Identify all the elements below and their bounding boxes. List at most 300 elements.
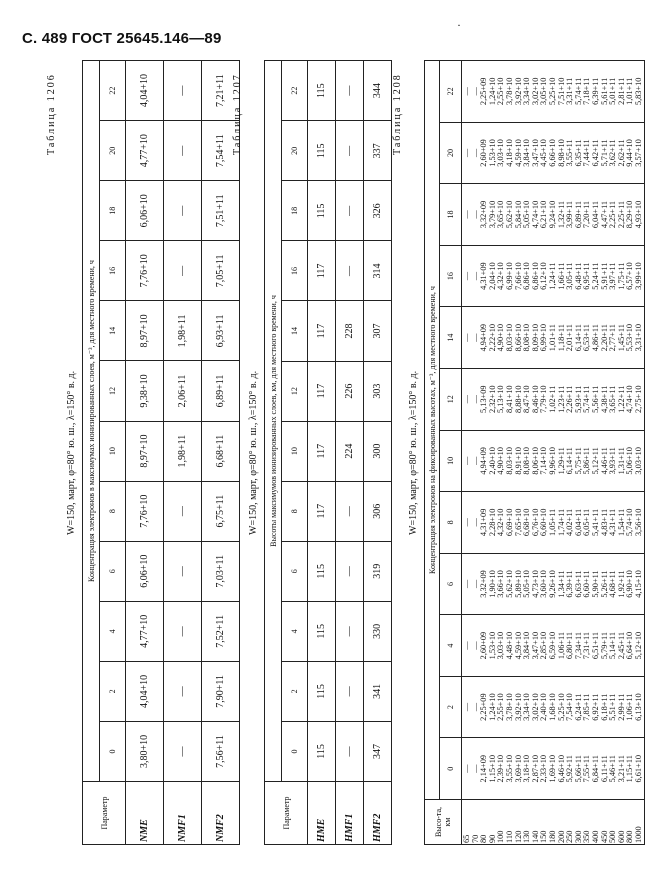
value-cell: 3,78+10 — [504, 693, 514, 721]
value-cell: 117 — [308, 361, 336, 421]
hour-header: 12 — [440, 368, 462, 430]
value-cell: 6,12+10 — [539, 262, 549, 290]
value-cell: 226 — [336, 361, 364, 421]
value-cell: 8,97+10 — [126, 301, 164, 361]
value-cell: 1,92+11 — [616, 570, 626, 598]
corner-mark: · — [457, 18, 461, 32]
value-cell: 2,26+11 — [565, 385, 575, 413]
value-cell: 3,57+10 — [633, 139, 643, 167]
value-cell: 5,79+11 — [599, 631, 609, 660]
table-1206 — [82, 60, 240, 845]
param-cell: NMF2 — [202, 782, 240, 845]
value-cell: 6,76+10 — [530, 508, 540, 537]
value-cell: 8,03+10 — [504, 447, 514, 475]
value-cell: 3,65+10 — [496, 200, 506, 229]
value-cell: 2,81+11 — [616, 77, 626, 105]
value-cell: 9,24+10 — [547, 200, 557, 229]
value-cell: 3,47+10 — [530, 631, 540, 660]
value-cell: 1,74+11 — [556, 508, 566, 536]
value-cell: 7,34+11 — [573, 631, 583, 660]
value-cell: 6,39+11 — [590, 77, 600, 105]
value-cell: 5,25+10 — [556, 693, 566, 721]
hour-header: 8 — [440, 492, 462, 554]
value-cell: 5,83+10 — [633, 77, 643, 106]
value-cell: — — [470, 641, 480, 650]
value-cell: — — [470, 271, 480, 281]
table-1206-conditions: W=150, март, φ=80° ю. ш., λ=150° в. д. — [66, 370, 77, 535]
value-cell: 6,06+10 — [126, 181, 164, 241]
value-cell: 6,93+11 — [202, 301, 240, 361]
value-cell: 1,24+10 — [487, 693, 497, 721]
value-cell: 6,35+11 — [573, 139, 583, 167]
value-cell: 6,89+11 — [202, 361, 240, 421]
value-cell: — — [462, 87, 471, 96]
param-cell: HMF2 — [364, 782, 392, 845]
column-cell — [462, 184, 645, 246]
value-cell: 8,06+10 — [530, 447, 540, 475]
value-cell: 4,90+10 — [496, 447, 506, 475]
value-cell: 5,66+11 — [573, 755, 583, 783]
value-cell: 2,40+10 — [539, 693, 549, 721]
value-cell: 307 — [364, 301, 392, 361]
value-cell: 4,31+11 — [608, 508, 618, 536]
value-cell: 8,03+10 — [504, 323, 514, 352]
value-cell: — — [470, 579, 480, 589]
value-cell: 5,24+11 — [590, 262, 600, 290]
value-cell: 4,73+10 — [530, 570, 540, 598]
param-cell: HMF1 — [336, 782, 364, 845]
value-cell: 7,03+11 — [202, 541, 240, 601]
hour-header: 18 — [440, 184, 462, 246]
table-1207-conditions: W=150, март, φ=80° ю. ш., λ=150° в. д. — [248, 370, 259, 535]
height-header: Высо-та, км — [425, 800, 462, 845]
hour-header: 2 — [440, 676, 462, 738]
height-value: 450 — [599, 830, 609, 843]
value-cell: 6,42+11 — [590, 139, 600, 167]
value-cell: 5,62+10 — [504, 570, 514, 598]
column-cell — [462, 61, 645, 123]
value-cell: 2,99+11 — [616, 693, 626, 721]
value-cell: 3,31+10 — [633, 323, 643, 352]
value-cell: — — [164, 241, 202, 301]
value-cell: 4,38+11 — [599, 385, 609, 413]
height-value: 400 — [590, 830, 600, 843]
value-cell: 8,47+10 — [522, 385, 532, 413]
value-cell: 1,90+10 — [487, 570, 497, 598]
value-cell: 5,13+10 — [496, 385, 506, 413]
hour-header: 14 — [282, 301, 308, 361]
value-cell: 7,76+10 — [126, 241, 164, 301]
value-cell: 3,03+10 — [496, 631, 506, 660]
value-cell: 300 — [364, 421, 392, 481]
value-cell: 3,47+10 — [530, 139, 540, 167]
value-cell: 1,66+11 — [556, 262, 566, 290]
value-cell: 2,87+10 — [530, 754, 540, 783]
value-cell: 6,63+11 — [573, 570, 583, 598]
hour-header: 16 — [440, 245, 462, 307]
value-cell: 8,46+10 — [530, 385, 540, 413]
value-cell: — — [462, 764, 471, 773]
value-cell: 6,60+10 — [539, 508, 549, 537]
hour-header: 20 — [100, 121, 126, 181]
value-cell: — — [462, 518, 471, 527]
value-cell: — — [164, 181, 202, 241]
value-cell: 303 — [364, 361, 392, 421]
value-cell: 1,53+10 — [487, 139, 497, 167]
value-cell: 6,69+10 — [504, 508, 514, 537]
value-cell: 1,24+10 — [487, 77, 497, 106]
height-value: 180 — [547, 830, 557, 843]
table-row — [308, 61, 336, 845]
value-cell: 7,66+10 — [513, 262, 523, 290]
value-cell: 5,62+10 — [504, 200, 514, 229]
value-cell: 4,59+10 — [513, 631, 523, 660]
value-cell: — — [336, 241, 364, 301]
value-cell: 4,74+10 — [625, 385, 635, 413]
value-cell: 5,74+11 — [573, 77, 583, 105]
value-cell: 7,51+11 — [202, 181, 240, 241]
value-cell: 2,25+09 — [479, 77, 489, 106]
value-cell: 1,02+11 — [547, 385, 557, 413]
value-cell: 224 — [336, 421, 364, 481]
height-value: 1000 — [633, 826, 643, 843]
value-cell: 1,68+10 — [547, 693, 557, 721]
value-cell: 6,14+11 — [573, 324, 583, 352]
hour-header: 4 — [282, 601, 308, 661]
value-cell: — — [462, 702, 471, 712]
value-cell: 3,32+09 — [479, 200, 489, 229]
value-cell: 3,84+10 — [522, 631, 532, 660]
value-cell: 5,86+11 — [582, 447, 592, 475]
column-cell — [462, 676, 645, 738]
value-cell: 3,84+10 — [522, 139, 532, 167]
hour-header: 18 — [100, 181, 126, 241]
value-cell: 2,39+10 — [496, 754, 506, 783]
value-cell: 3,97+11 — [608, 262, 618, 290]
value-cell: 4,74+10 — [530, 200, 540, 229]
value-cell: — — [164, 601, 202, 661]
value-cell: 5,56+11 — [590, 385, 600, 413]
value-cell: — — [470, 456, 480, 465]
height-value: 300 — [573, 830, 583, 843]
value-cell: 3,55+11 — [565, 139, 575, 167]
value-cell: 1,69+10 — [547, 754, 557, 783]
column-cell — [462, 430, 645, 492]
value-cell: 1,98+11 — [164, 301, 202, 361]
value-cell: — — [470, 702, 480, 712]
value-cell: 5,74+11 — [582, 385, 592, 413]
value-cell: 4,45+10 — [539, 139, 549, 167]
height-value: 500 — [608, 830, 618, 843]
hour-header: 18 — [282, 181, 308, 241]
value-cell: 9,26+10 — [547, 570, 557, 598]
value-cell: 4,59+10 — [513, 139, 523, 167]
value-cell: 1,53+10 — [487, 631, 497, 660]
value-cell: — — [470, 395, 480, 404]
value-cell: 2,06+11 — [164, 361, 202, 421]
value-cell: 319 — [364, 541, 392, 601]
value-cell: — — [470, 333, 480, 342]
value-cell: 5,74+10 — [625, 508, 635, 537]
height-value: 80 — [479, 834, 489, 843]
value-cell: 117 — [308, 481, 336, 541]
value-cell: 314 — [364, 241, 392, 301]
value-cell: 3,92+10 — [513, 693, 523, 721]
value-cell: 3,56+10 — [633, 508, 643, 537]
value-cell: 6,92+11 — [590, 693, 600, 721]
value-cell: 5,61+11 — [599, 77, 609, 105]
value-cell: 1,98+11 — [164, 421, 202, 481]
value-cell: 6,68+11 — [202, 421, 240, 481]
value-cell: 7,85+11 — [582, 693, 592, 721]
value-cell: 7,14+10 — [539, 447, 549, 475]
value-cell: 7,56+11 — [202, 721, 240, 781]
height-value: 250 — [565, 830, 575, 843]
value-cell: 8,98+10 — [556, 139, 566, 167]
value-cell: 4,68+11 — [608, 570, 618, 598]
value-cell: 8,66+10 — [513, 323, 523, 352]
value-cell: 3,79+10 — [487, 200, 497, 229]
value-cell: 3,60+10 — [539, 570, 549, 598]
value-cell: 3,31+11 — [565, 77, 575, 105]
page-header: С. 489 ГОСТ 25645.146—89 — [22, 30, 222, 47]
table-1207 — [264, 60, 392, 845]
value-cell: 3,66+10 — [496, 570, 506, 598]
value-cell: 6,04+11 — [573, 508, 583, 536]
value-cell: 5,46+11 — [608, 755, 618, 783]
height-value: 800 — [625, 830, 635, 843]
hour-header: 14 — [440, 307, 462, 369]
value-cell: 7,54+10 — [565, 693, 575, 721]
value-cell: 7,79+10 — [539, 385, 549, 413]
value-cell: 3,03+10 — [496, 139, 506, 167]
value-cell: 2,55+10 — [496, 77, 506, 106]
table-1206-title: Концентрация электронов в максимумах ионизированных слоев, м⁻³, для местного времени, ч — [83, 61, 100, 782]
value-cell: 5,53+10 — [625, 323, 635, 352]
hour-header: 0 — [282, 721, 308, 781]
param-cell: NME — [126, 782, 164, 845]
value-cell: 115 — [308, 661, 336, 721]
value-cell: 7,52+11 — [202, 601, 240, 661]
height-value: 600 — [616, 830, 626, 843]
value-cell: — — [470, 210, 480, 219]
column-cell — [462, 122, 645, 184]
value-cell: 6,99+10 — [504, 262, 514, 290]
value-cell: 6,68+10 — [522, 508, 532, 537]
value-cell: 6,75+11 — [202, 481, 240, 541]
hour-header: 0 — [440, 738, 462, 800]
hour-header: 14 — [100, 301, 126, 361]
value-cell: 2,20+11 — [599, 324, 609, 352]
value-cell: — — [336, 661, 364, 721]
column-cell — [462, 492, 645, 554]
value-cell: 1,06+11 — [625, 693, 635, 721]
value-cell: 3,93+11 — [608, 447, 618, 475]
table-1208-label: Таблица 1208 — [392, 73, 403, 155]
value-cell: 6,06+10 — [126, 541, 164, 601]
value-cell: 4,31+09 — [479, 508, 489, 537]
value-cell: 3,69+10 — [513, 754, 523, 783]
value-cell: 2,85+10 — [539, 631, 549, 660]
value-cell: 5,71+11 — [599, 139, 609, 167]
value-cell: 8,08+10 — [522, 447, 532, 475]
value-cell: 7,20+11 — [582, 200, 592, 229]
param-header: Параметр — [265, 782, 308, 845]
table-row — [462, 61, 645, 845]
value-cell: — — [336, 541, 364, 601]
value-cell: 337 — [364, 121, 392, 181]
value-cell: 3,99+11 — [565, 200, 575, 229]
value-cell: 4,32+10 — [496, 262, 506, 290]
param-cell: NMF1 — [164, 782, 202, 845]
height-value: 65 — [462, 834, 471, 843]
value-cell: 5,89+10 — [513, 570, 523, 598]
value-cell: — — [164, 541, 202, 601]
value-cell: — — [336, 61, 364, 121]
hour-header: 8 — [100, 481, 126, 541]
value-cell: 4,93+10 — [633, 200, 643, 229]
value-cell: — — [164, 661, 202, 721]
value-cell: 3,80+10 — [126, 721, 164, 781]
value-cell: 6,46+10 — [556, 754, 566, 783]
value-cell: 6,99+10 — [539, 323, 549, 352]
value-cell: 7,54+11 — [202, 121, 240, 181]
value-cell: 117 — [308, 241, 336, 301]
value-cell: 4,46+11 — [599, 447, 609, 475]
value-cell: — — [470, 764, 480, 773]
value-cell: 1,22+11 — [616, 385, 626, 413]
value-cell: 6,18+11 — [599, 693, 609, 721]
value-cell: 3,32+09 — [479, 570, 489, 598]
value-cell: 1,54+11 — [616, 508, 626, 536]
value-cell: 2,22+10 — [487, 323, 497, 352]
value-cell: — — [164, 721, 202, 781]
value-cell: 5,84+10 — [513, 200, 523, 229]
value-cell: 6,80+11 — [565, 631, 575, 660]
value-cell: 5,14+11 — [608, 631, 618, 660]
value-cell: 347 — [364, 721, 392, 781]
value-cell: 330 — [364, 601, 392, 661]
value-cell: 6,53+11 — [582, 324, 592, 352]
value-cell: 6,51+11 — [590, 631, 600, 660]
value-cell: 3,18+10 — [522, 754, 532, 783]
value-cell: 115 — [308, 721, 336, 781]
value-cell: 4,86+11 — [590, 324, 600, 352]
value-cell: 6,21+10 — [539, 200, 549, 229]
height-value: 350 — [582, 830, 592, 843]
hour-header: 4 — [100, 601, 126, 661]
hour-header: 16 — [282, 241, 308, 301]
value-cell: 1,01+11 — [547, 324, 557, 352]
hour-header: 6 — [440, 553, 462, 615]
value-cell: 1,01+11 — [625, 77, 635, 105]
value-cell: 6,11+11 — [599, 755, 609, 783]
value-cell: 3,78+10 — [504, 77, 514, 106]
heights-cell — [462, 800, 645, 845]
value-cell: 2,33+10 — [539, 754, 549, 783]
value-cell: — — [462, 579, 471, 589]
column-cell — [462, 553, 645, 615]
value-cell: 3,02+10 — [530, 693, 540, 721]
height-value: 110 — [504, 830, 514, 843]
hour-header: 8 — [282, 481, 308, 541]
value-cell: 3,34+10 — [522, 77, 532, 106]
value-cell: 115 — [308, 541, 336, 601]
value-cell: 8,91+10 — [513, 447, 523, 475]
value-cell: 3,05+10 — [539, 77, 549, 106]
height-value: 130 — [522, 830, 532, 843]
height-value: 90 — [487, 834, 497, 843]
value-cell: 7,05+11 — [202, 241, 240, 301]
hour-header: 12 — [282, 361, 308, 421]
hour-header: 10 — [282, 421, 308, 481]
value-cell: 6,14+11 — [565, 447, 575, 475]
height-value: 70 — [470, 834, 480, 843]
value-cell: 8,97+10 — [126, 421, 164, 481]
value-cell: 2,01+11 — [565, 324, 575, 352]
column-cell — [462, 307, 645, 369]
value-cell: 1,75+11 — [616, 262, 626, 290]
value-cell: 4,90+10 — [496, 323, 506, 352]
value-cell: 6,89+11 — [573, 200, 583, 229]
value-cell: 4,02+11 — [565, 508, 575, 536]
value-cell: 7,31+11 — [582, 631, 592, 660]
value-cell: 2,45+11 — [616, 631, 626, 660]
column-cell — [462, 368, 645, 430]
value-cell: 3,02+10 — [530, 77, 540, 106]
hour-header: 10 — [100, 421, 126, 481]
value-cell: 7,90+11 — [202, 661, 240, 721]
value-cell: 6,48+11 — [573, 262, 583, 290]
value-cell: 3,99+10 — [633, 262, 643, 290]
value-cell: 6,05+11 — [582, 508, 592, 536]
value-cell: 117 — [308, 421, 336, 481]
value-cell: — — [164, 61, 202, 121]
value-cell: 5,13+09 — [479, 385, 489, 413]
value-cell: 4,83+11 — [599, 508, 609, 536]
value-cell: 6,66+10 — [547, 139, 557, 167]
height-value: 150 — [539, 830, 549, 843]
height-value: 200 — [556, 830, 566, 843]
value-cell: 1,45+11 — [616, 324, 626, 352]
value-cell: 115 — [308, 181, 336, 241]
value-cell: 2,75+10 — [633, 385, 643, 413]
value-cell: 5,90+11 — [590, 570, 600, 598]
hour-header: 2 — [282, 661, 308, 721]
value-cell: 5,92+11 — [565, 755, 575, 783]
value-cell: — — [336, 601, 364, 661]
value-cell: 5,26+11 — [599, 570, 609, 598]
value-cell: 3,34+10 — [522, 693, 532, 721]
value-cell: 4,31+09 — [479, 262, 489, 290]
value-cell: 7,44+11 — [582, 139, 592, 167]
value-cell: 2,62+11 — [616, 139, 626, 167]
column-cell — [462, 615, 645, 677]
value-cell: — — [462, 210, 471, 219]
value-cell: — — [470, 87, 480, 96]
value-cell: 2,04+10 — [487, 262, 497, 290]
value-cell: 7,55+11 — [582, 755, 592, 783]
param-header: Параметр — [83, 782, 126, 845]
value-cell: 8,41+10 — [504, 385, 514, 413]
value-cell: 5,75+11 — [573, 447, 583, 475]
height-value: 120 — [513, 830, 523, 843]
value-cell: 6,86+10 — [522, 262, 532, 290]
height-value: 140 — [530, 830, 540, 843]
table-1207-label: Таблица 1207 — [232, 73, 243, 155]
value-cell: 1,31+11 — [616, 447, 626, 475]
value-cell: 5,06+10 — [625, 447, 635, 475]
